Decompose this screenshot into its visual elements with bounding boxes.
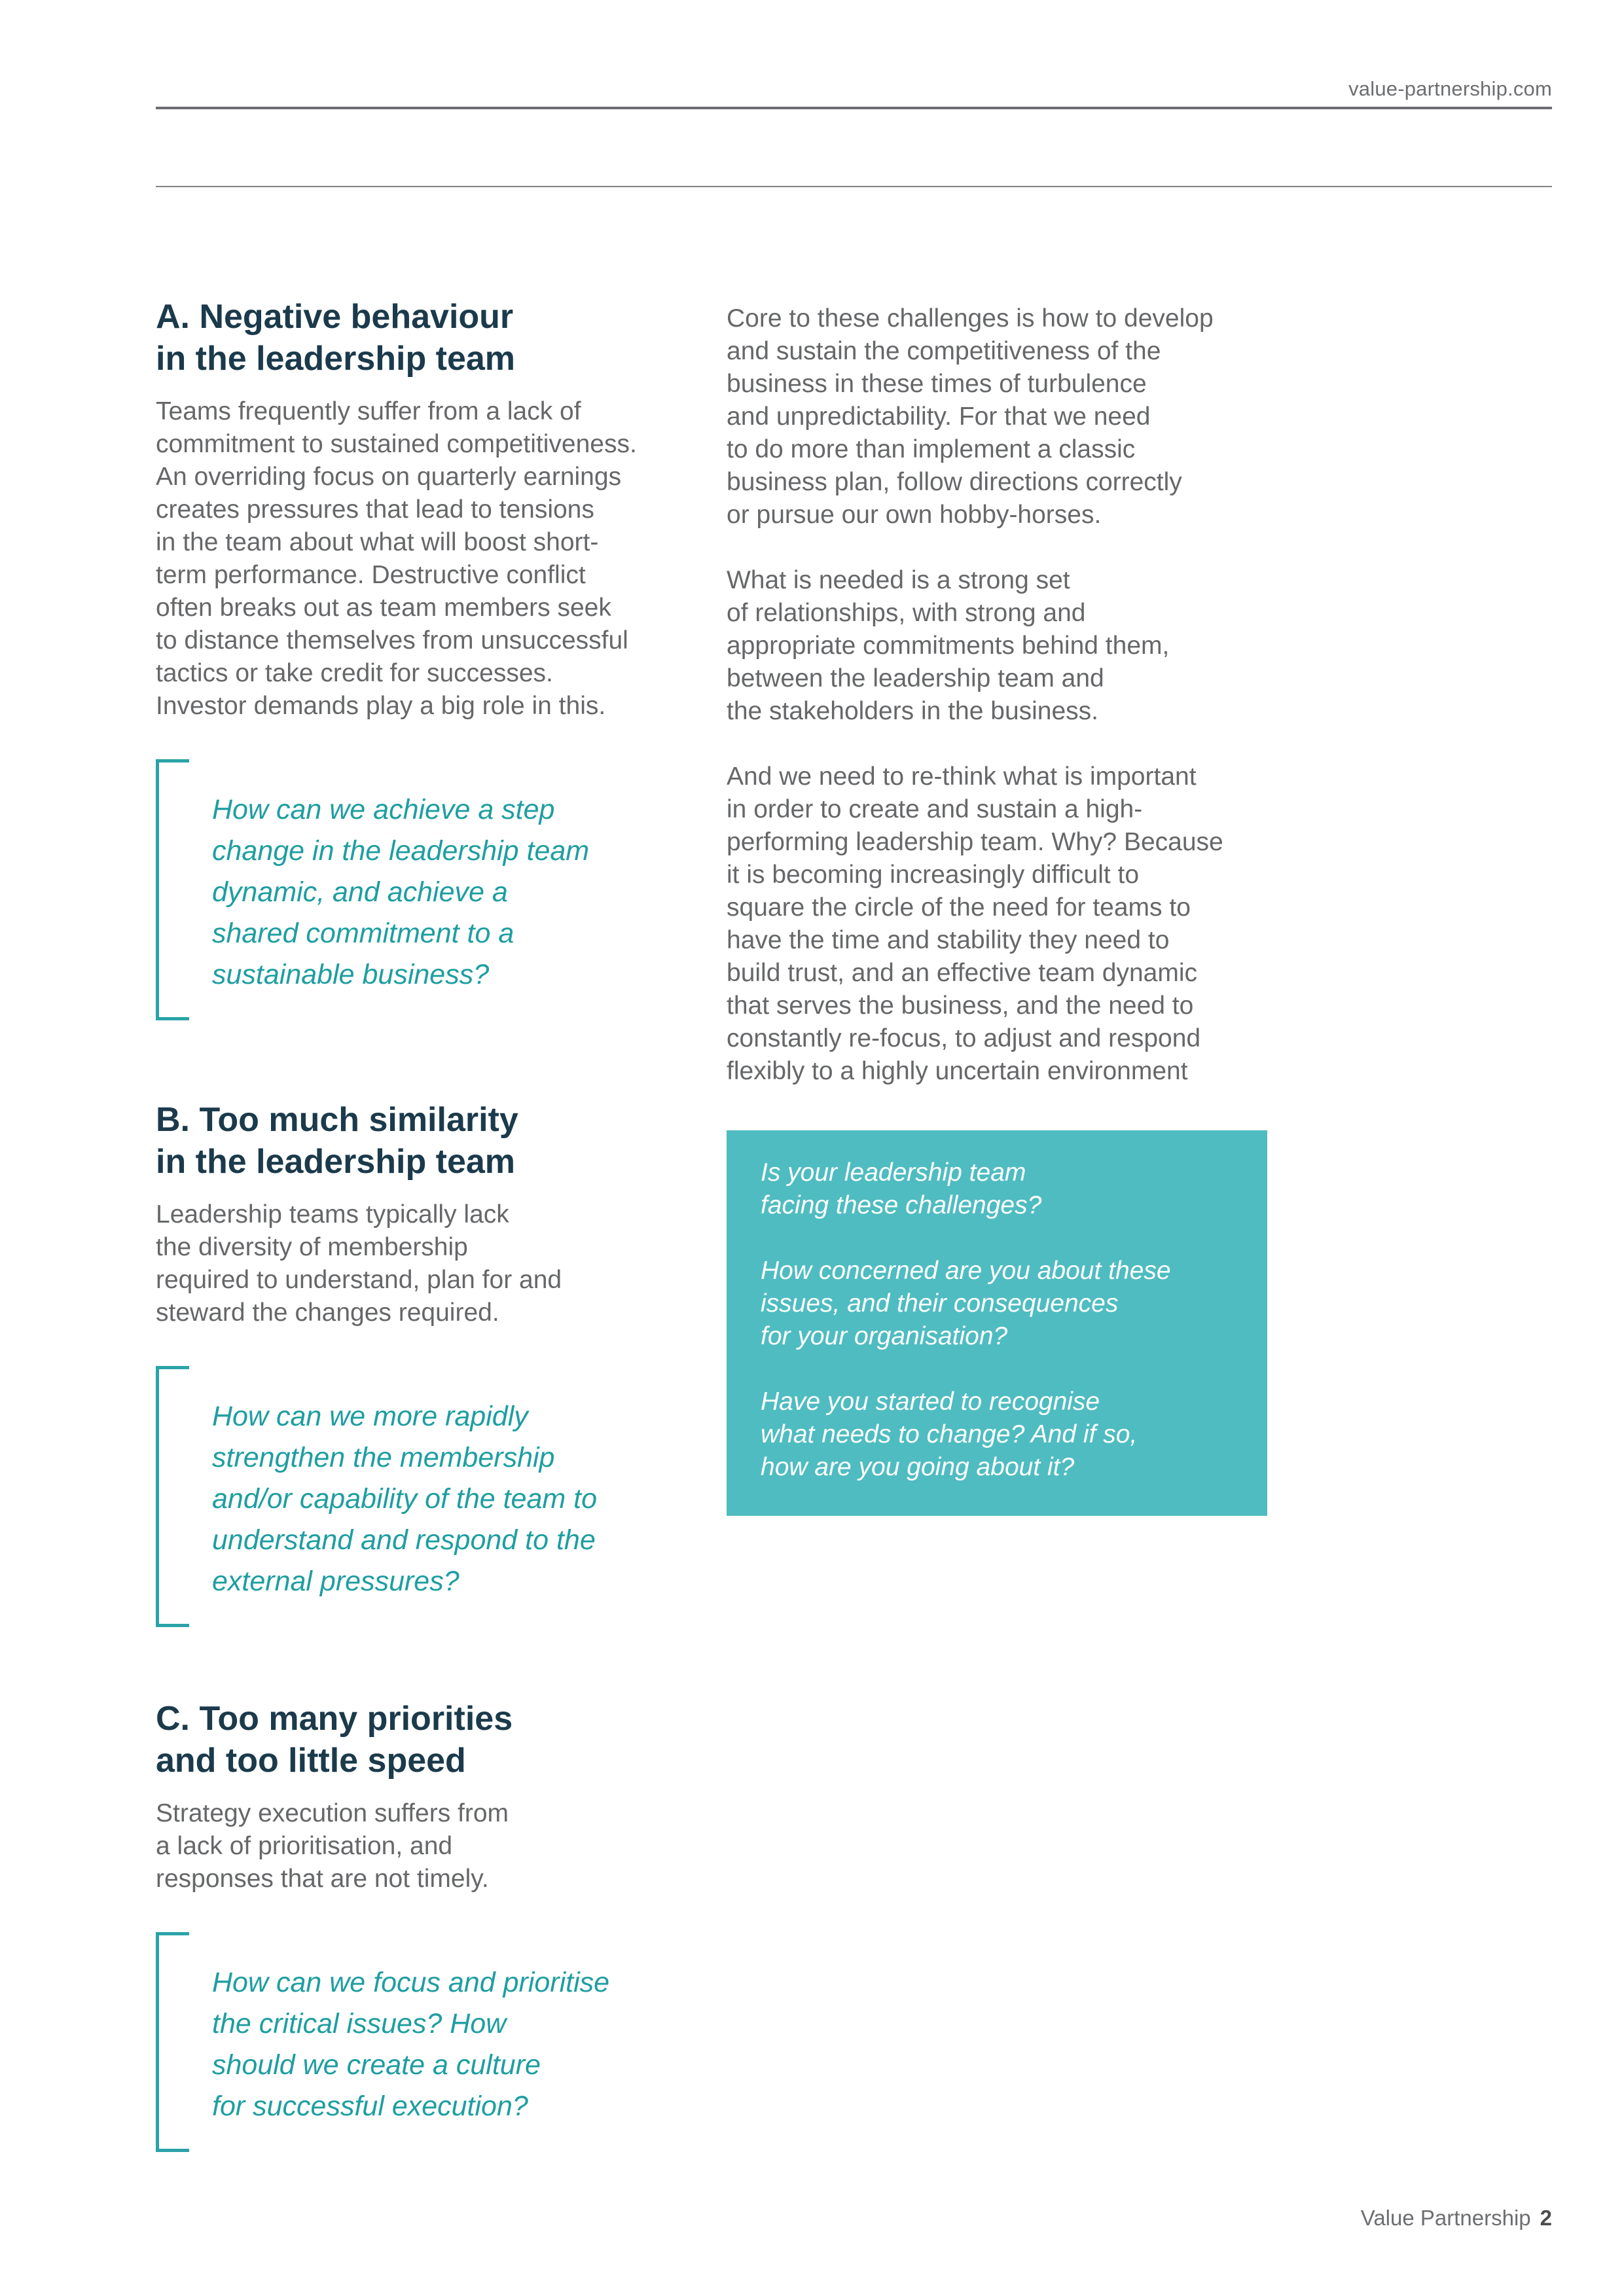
header-url: value-partnership.com bbox=[1348, 77, 1552, 100]
callout-question: Is your leadership team facing these challenges? bbox=[761, 1158, 1042, 1219]
callout-question: Have you started to recognise what needs to change? And if so, how are you going about it? bbox=[761, 1388, 1138, 1481]
question-text: How can we focus and prioritise the critical issues? How should we create a culture for successful execution? bbox=[212, 1967, 610, 2122]
challenge-callout-box bbox=[727, 1130, 1267, 1516]
page-footer bbox=[1361, 2206, 1552, 2231]
section-heading: A. Negative behaviour in the leadership team bbox=[156, 298, 516, 378]
question-callout bbox=[156, 759, 699, 1020]
page-number: 2 bbox=[1540, 2206, 1552, 2230]
section-heading: B. Too much similarity in the leadership team bbox=[156, 1101, 518, 1181]
question-callout bbox=[156, 1366, 699, 1627]
footer-label: Value Partnership bbox=[1360, 2206, 1531, 2230]
bracket-decoration bbox=[156, 1366, 189, 1627]
section-body: Strategy execution suffers from a lack of prioritisation, and responses that are not timely. bbox=[156, 1799, 509, 1893]
section-body: Leadership teams typically lack the diversity of membership required to understand, plan for and steward the changes required. bbox=[156, 1200, 562, 1327]
section-body: Teams frequently suffer from a lack of commitment to sustained competitiveness. An overriding focus on quarterly earnings creates pressures that lead to tensions in the team about what will boost short- term performance. Destructive conflict often breaks out as team members seek to distance themselves from unsuccessful tactics or take credit for successes. Investor demands play a big role in this. bbox=[156, 397, 637, 720]
bracket-decoration bbox=[156, 759, 189, 1020]
section-heading: C. Too many priorities and too little speed bbox=[156, 1700, 513, 1780]
section-too-much-similarity bbox=[156, 1099, 699, 1627]
body-paragraph: And we need to re-think what is important in order to create and sustain a high- performing leadership team. Why? Because it is becoming increasingly difficult to square the circle of the need for teams to have the time and stability they need to build trust, and an effective team dynamic that serves the business, and the need to constantly re-focus, to adjust and respond flexibly to a highly uncertain environment bbox=[727, 762, 1223, 1085]
question-text: How can we achieve a step change in the leadership team dynamic, and achieve a shared commitment to a sustainable business? bbox=[212, 794, 590, 990]
header-rule bbox=[156, 107, 1552, 109]
left-column bbox=[156, 296, 699, 2152]
secondary-rule bbox=[156, 186, 1552, 187]
callout-question: How concerned are you about these issues, and their consequences for your organisation? bbox=[761, 1257, 1171, 1350]
section-too-many-priorities bbox=[156, 1698, 699, 2152]
body-paragraph: Core to these challenges is how to develop and sustain the competitiveness of the business in these times of turbulence and unpredictability. For that we need to do more than implement a classic business plan, follow directions correctly or pursue our own hobby-horses. bbox=[727, 304, 1214, 529]
section-negative-behaviour bbox=[156, 296, 699, 1020]
question-text: How can we more rapidly strengthen the membership and/or capability of the team to understand and respond to the external pressures? bbox=[212, 1401, 598, 1597]
question-callout bbox=[156, 1932, 699, 2152]
bracket-decoration bbox=[156, 1932, 189, 2152]
body-paragraph: What is needed is a strong set of relationships, with strong and appropriate commitments behind them, between the leadership team and the stakeholders in the business. bbox=[727, 566, 1170, 725]
right-column bbox=[727, 302, 1283, 1121]
